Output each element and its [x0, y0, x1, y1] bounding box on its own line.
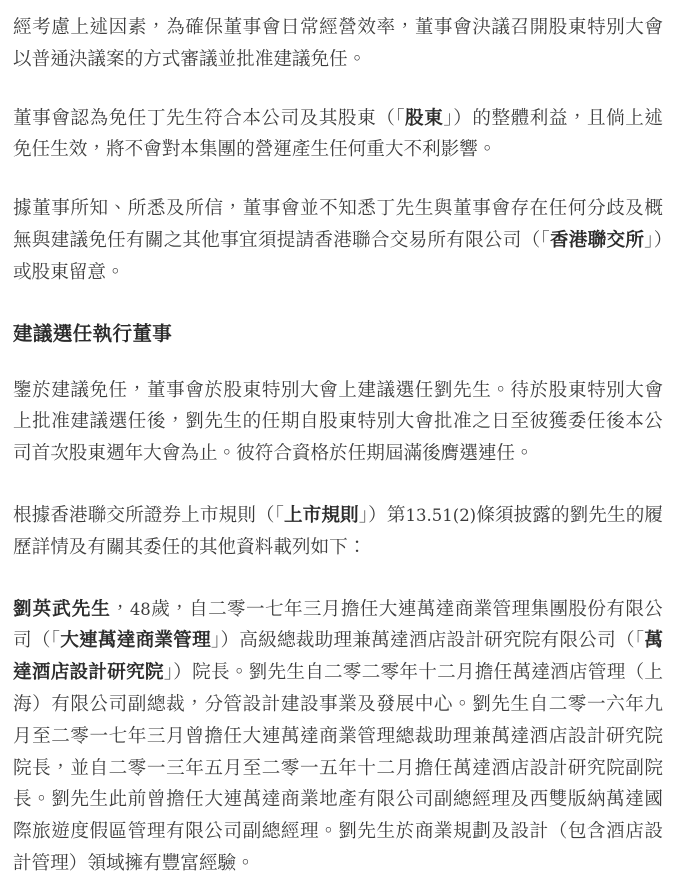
- defined-term-stock-exchange: 香港聯交所: [549, 229, 645, 251]
- paragraph-proposed-election-term: 鑒於建議免任，董事會於股東特別大會上建議選任劉先生。待於股東特別大會上批准建議選任後，劉先生的任期自股東特別大會批准之日至彼獲委任後本公司首次股東週年大會為止。彼符合資格於任期屆滿後膺選連任。: [13, 379, 663, 465]
- paragraph-no-disagreement-text-after: 」）或股東留意。: [13, 229, 663, 283]
- defined-term-wanda-hotel-design-institute: 萬達酒店設計研究院: [13, 630, 664, 684]
- paragraph-board-opinion-text-after: 」）的整體利益，且倘上述免任生效，將不會對本集團的營運產生任何重大不利影響。: [13, 107, 664, 161]
- biography-text-1: ，: [110, 598, 130, 620]
- listing-rule-number: 13.51(2): [405, 505, 477, 525]
- biography-age: 48: [129, 599, 151, 619]
- defined-term-listing-rules: 上市規則: [284, 504, 359, 526]
- section-heading-proposed-election: 建議選任執行董事: [13, 321, 173, 345]
- paragraph-listing-rules-disclosure: [13, 500, 663, 564]
- biography-text-4: 」）院長。劉先生自二零二零年十二月擔任萬達酒店管理（上海）有限公司副總裁，分管設計建設事業及發展中心。劉先生自二零一六年九月至二零一七年三月曾擔任大連萬達商業管理總裁助理兼萬達酒店設計研究院院長，並自二零一三年五月至二零一五年十二月擔任萬達酒店設計研究院副院長。劉先生此前曾擔任大連萬達商業地產有限公司副總經理及西雙版納萬達國際旅遊度假區管理有限公司副總經理。劉先生於商業規劃及設計（包含酒店設計管理）領域擁有豐富經驗。: [13, 662, 663, 874]
- paragraph-no-disagreement: [13, 193, 663, 288]
- paragraph-listing-rules-text-before: 根據香港聯交所證券上市規則（「: [13, 504, 284, 526]
- paragraph-biography-liu: [13, 594, 663, 880]
- paragraph-listing-rules-text-after: 條須披露的劉先生的履歷詳情及有關其委任的其他資料載列如下：: [13, 504, 663, 558]
- defined-term-shareholders: 股東: [405, 107, 444, 129]
- paragraph-listing-rules-text-mid: 」）第: [358, 504, 406, 526]
- paragraph-board-opinion-removal: [13, 103, 663, 167]
- defined-term-dalian-wanda-commercial-management: 大連萬達商業管理: [60, 630, 211, 652]
- biography-text-2: 歲，自二零一七年三月擔任大連萬達商業管理集團股份有限公司（「: [13, 598, 663, 652]
- biography-person-name: 劉英武先生: [13, 598, 111, 620]
- paragraph-consideration-of-factors: 經考慮上述因素，為確保董事會日常經營效率，董事會決議召開股東特別大會以普通決議案的方式審議並批准建議免任。: [13, 17, 663, 70]
- paragraph-board-opinion-text-before: 董事會認為免任丁先生符合本公司及其股東（「: [13, 107, 406, 129]
- biography-text-3: 」）高級總裁助理兼萬達酒店設計研究院有限公司（「: [210, 630, 645, 652]
- paragraph-no-disagreement-text-before: 據董事所知、所悉及所信，董事會並不知悉丁先生與董事會存在任何分歧及概無與建議免任有關之其他事宜須提請香港聯合交易所有限公司（「: [13, 198, 663, 251]
